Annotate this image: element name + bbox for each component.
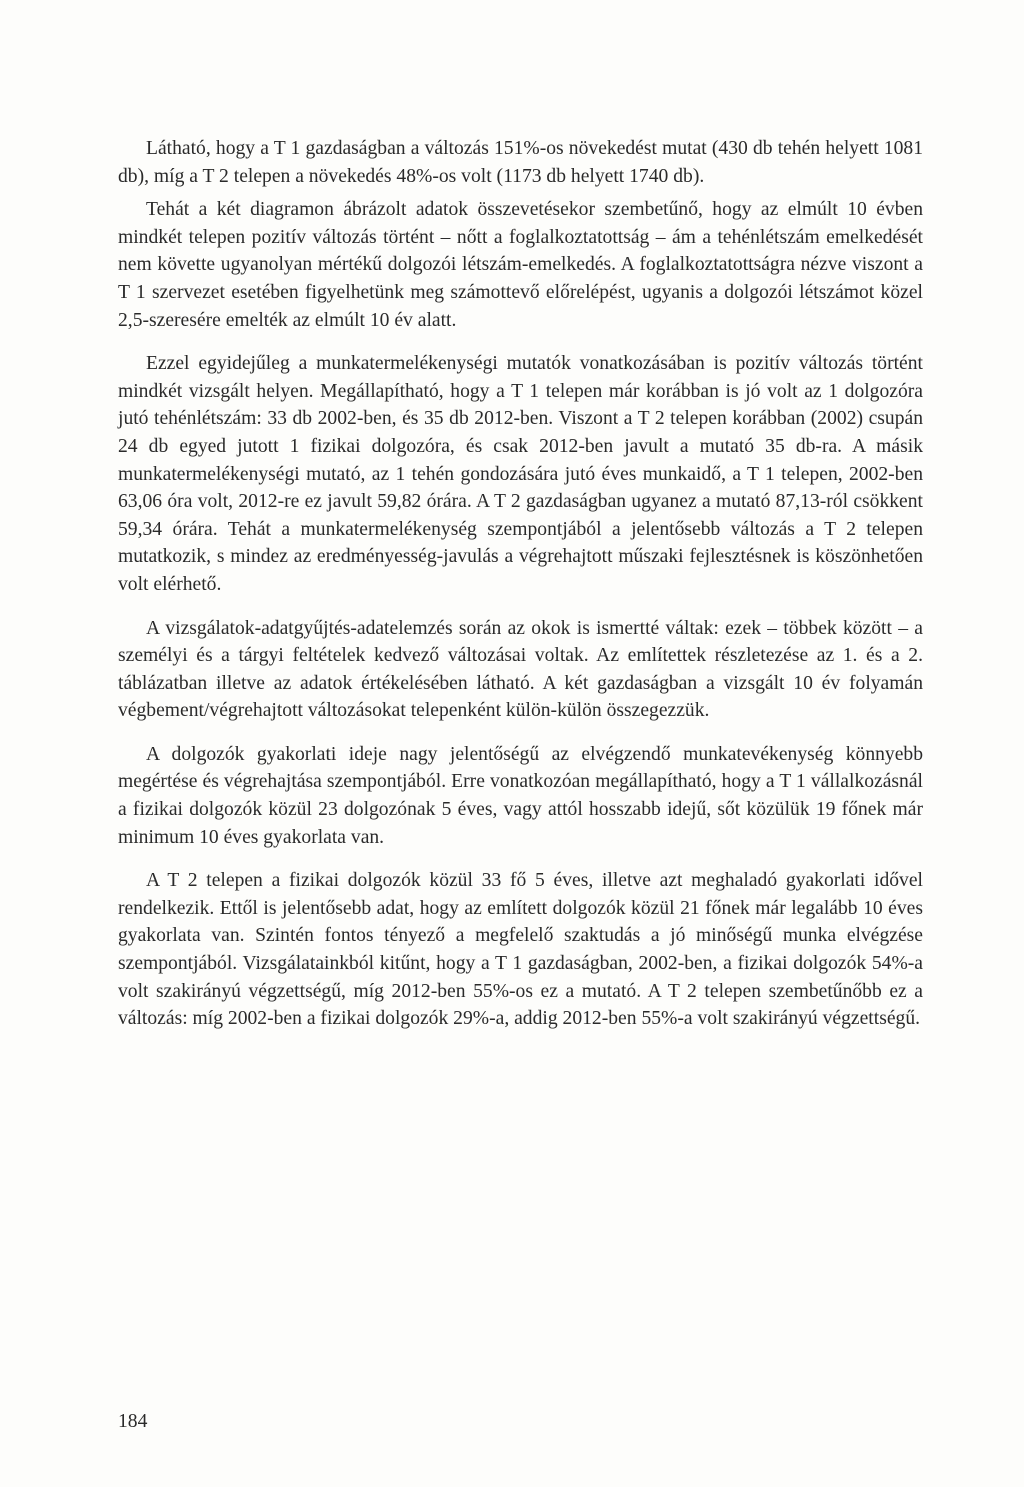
paragraph-3: Ezzel egyidejűleg a munkatermelékenységi mutatók vonatkozásában is pozitív változás történt mindkét vizsgált helyen. Megállapítható, hogy a T 1 telepen már korábban is jó volt az 1 dolgozóra jutó tehénlétszám: 33 db 2002-ben, és 35 db 2012-ben. Viszont a T 2 telepen korábban (2002) csupán 24 db egyed jutott 1 fizikai dolgozóra, és csak 2012-ben javult a mutató 35 db-ra. A másik munkatermelékenységi mutató, az 1 tehén gondozására jutó éves munkaidő, a T 1 telepen, 2002-ben 63,06 óra volt, 2012-re ez javult 59,82 órára. A T 2 gazdaságban ugyanez a mutató 87,13-ról csökkent 59,34 órára. Tehát a munkatermelékenység szempontjából a jelentősebb változás a T 2 telepen mutatkozik, s mindez az eredményesség-javulás a végrehajtott műszaki fejlesztésnek is köszönhetően volt elérhető. [118,353,923,595]
paragraph-6: A T 2 telepen a fizikai dolgozók közül 33 fő 5 éves, illetve azt meghaladó gyakorlati idővel rendelkezik. Ettől is jelentősebb adat, hogy az említett dolgozók közül 21 főnek már legalább 10 éves gyakorlata van. Szintén fontos tényező a megfelelő szaktudás a jó minőségű munka elvégzése szempontjából. Vizsgálatainkból kitűnt, hogy a T 1 gazdaságban, 2002-ben, a fizikai dolgozók 54%-a volt szakirányú végzettségű, míg 2012-ben 55%-os ez a mutató. A T 2 telepen szembetűnőbb ez a változás: míg 2002-ben a fizikai dolgozók 29%-a, addig 2012-ben 55%-a volt szakirányú végzettségű. [118,870,923,1030]
body-text [118,135,923,1049]
page-number: 184 [118,1411,148,1432]
paragraph-4: A vizsgálatok-adatgyűjtés-adatelemzés során az okok is ismertté váltak: ezek – többek között – a személyi és a tárgyi feltételek kedvező változásai voltak. Az említettek részletezése az 1. és a 2. táblázatban illetve az adatok értékelésében látható. A két gazdaságban a vizsgált 10 év folyamán végbement/végrehajtott változásokat telepenként külön-külön összegezzük. [118,617,923,722]
paragraph-5: A dolgozók gyakorlati ideje nagy jelentőségű az elvégzendő munkatevékenység könnyebb megértése és végrehajtása szempontjából. Erre vonatkozóan megállapítható, hogy a T 1 vállalkozásnál a fizikai dolgozók közül 23 dolgozónak 5 éves, vagy attól hosszabb idejű, sőt közülük 19 főnek már minimum 10 éves gyakorlata van. [118,743,923,848]
paragraph-2: Tehát a két diagramon ábrázolt adatok összevetésekor szembetűnő, hogy az elmúlt 10 évben mindkét telepen pozitív változás történt – nőtt a foglalkoztatottság – ám a tehénlétszám emelkedését nem követte ugyanolyan mértékű dolgozói létszám-emelkedés. A foglalkoztatottságra nézve viszont a T 1 szervezet esetében figyelhetünk meg számottevő előrelépést, ugyanis a dolgozói létszámot közel 2,5-szeresére emelték az elmúlt 10 év alatt. [118,199,923,331]
paragraph-1: Látható, hogy a T 1 gazdaságban a változás 151%-os növekedést mutat (430 db tehén helyett 1081 db), míg a T 2 telepen a növekedés 48%-os volt (1173 db helyett 1740 db). [118,138,923,187]
